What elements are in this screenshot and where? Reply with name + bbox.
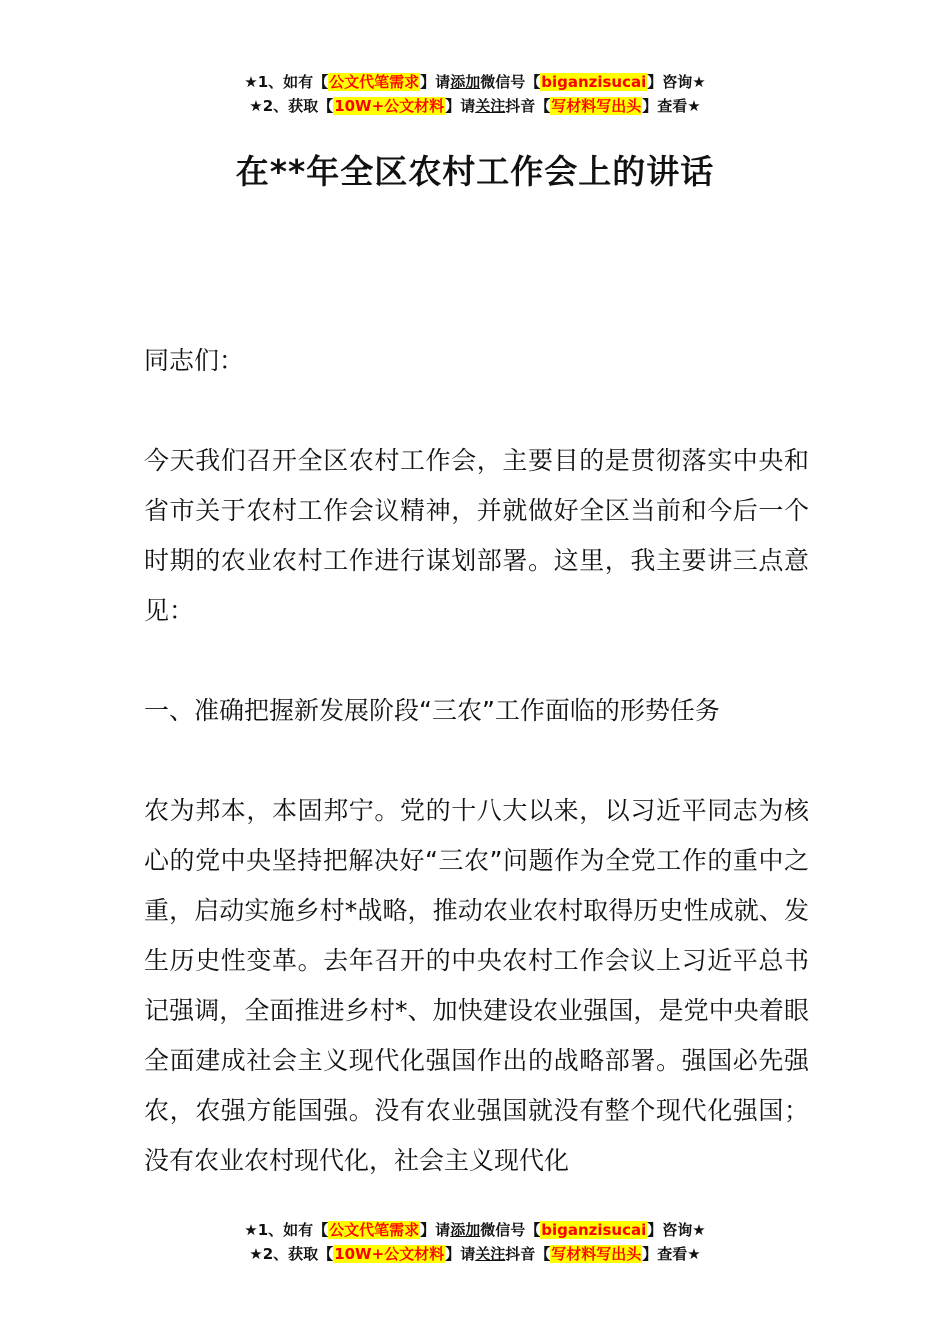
banner-line-2 [0,1242,950,1266]
banner-highlight: biganzisucai [541,1221,647,1239]
banner-text: ★2、获取【 [249,1245,334,1263]
banner-line-1 [0,70,950,94]
banner-highlight: 写材料写出头 [551,1245,642,1263]
header-banner [0,70,950,118]
banner-highlight: 10W+公文材料 [334,97,445,115]
banner-text: 】咨询★ [647,1221,706,1239]
banner-text: ★1、如有【 [244,73,329,91]
banner-text: 】请 [420,73,451,91]
document-body [144,336,809,1186]
banner-highlight: 公文代笔需求 [329,1221,420,1239]
banner-underline: 关注 [475,1245,506,1263]
document-title: 在**年全区农村工作会上的讲话 [235,152,715,191]
banner-text: 微信号【 [480,73,541,91]
salutation: 同志们： [144,346,245,375]
banner-highlight: 10W+公文材料 [334,1245,445,1263]
banner-text: 】请 [420,1221,451,1239]
banner-line-1 [0,1218,950,1242]
banner-text: 】咨询★ [647,73,706,91]
banner-highlight: 公文代笔需求 [329,73,420,91]
banner-text: 】查看★ [642,97,701,115]
banner-text: 】请 [445,97,476,115]
banner-text: 微信号【 [480,1221,541,1239]
banner-underline: 关注 [475,97,506,115]
banner-text: 】查看★ [642,1245,701,1263]
banner-text: 抖音【 [505,97,551,115]
banner-highlight: biganzisucai [541,73,647,91]
intro-paragraph: 今天我们召开全区农村工作会，主要目的是贯彻落实中央和省市关于农村工作会议精神，并就做好全区当前和今后一个时期的农业农村工作进行谋划部署。这里，我主要讲三点意见： [144,446,809,625]
banner-highlight: 写材料写出头 [551,97,642,115]
banner-text: ★2、获取【 [249,97,334,115]
footer-banner [0,1218,950,1266]
banner-text: 】请 [445,1245,476,1263]
banner-line-2 [0,94,950,118]
body-paragraph: 农为邦本，本固邦宁。党的十八大以来，以习近平同志为核心的党中央坚持把解决好“三农”问题作为全党工作的重中之重，启动实施乡村*战略，推动农业农村取得历史性成就、发生历史性变革。去年召开的中央农村工作会议上习近平总书记强调，全面推进乡村*、加快建设农业强国，是党中央着眼全面建成社会主义现代化强国作出的战略部署。强国必先强农，农强方能国强。没有农业强国就没有整个现代化强国；没有农业农村现代化，社会主义现代化 [144,796,809,1175]
section-heading: 一、准确把握新发展阶段“三农”工作面临的形势任务 [144,696,720,725]
banner-text: 抖音【 [505,1245,551,1263]
banner-underline: 添加 [450,73,481,91]
banner-text: ★1、如有【 [244,1221,329,1239]
banner-underline: 添加 [450,1221,481,1239]
